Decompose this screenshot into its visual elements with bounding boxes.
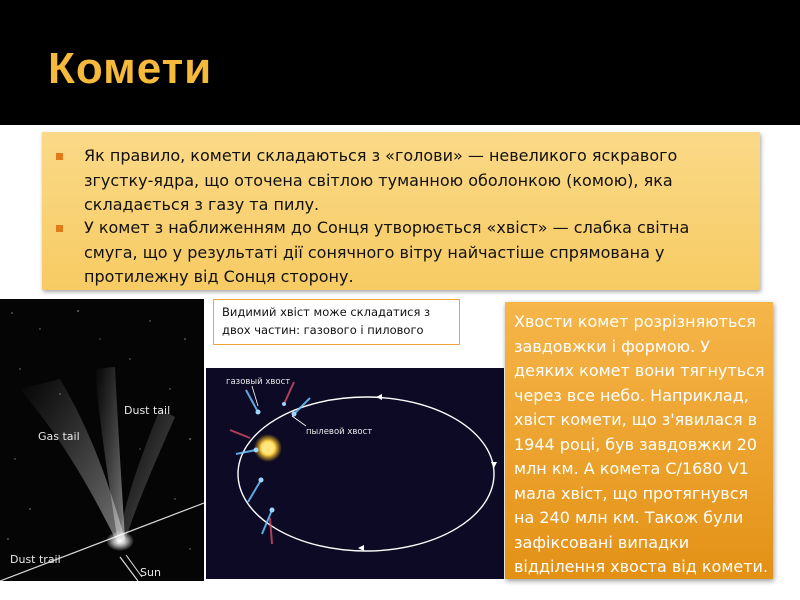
dust-trail-label: Dust trail <box>10 553 61 566</box>
slide-title: Комети <box>48 44 213 93</box>
sun-label: Sun <box>140 566 161 579</box>
bullet-box <box>42 132 760 290</box>
caption-box: Видимий хвіст може складатися з двох частин: газового і пилового <box>213 299 460 345</box>
gas-tail-label: Gas tail <box>38 430 80 443</box>
bullet-square-icon <box>56 153 63 160</box>
orbit-diagram <box>206 368 504 579</box>
title-band <box>0 0 800 125</box>
dust-tail-label: пылевой хвост <box>306 427 373 437</box>
comet-photo-image <box>0 299 204 581</box>
bullet-square-icon <box>56 225 63 232</box>
comet-tails-info-text: Хвости комет розрізняються завдовжки і формою. У деяких комет вони тягнуться через все небо. Наприклад, хвіст комети, що з'явилася в 1944 році, був завдовжки 20 млн км. А комета C/1680 V1 мала хвіст, що протягнувся на 240 млн км. Також були зафіксовані випадки відділення хвоста від комети. <box>514 312 769 576</box>
comet-photo <box>0 299 204 581</box>
orbit-diagram-image <box>206 368 504 579</box>
comet-tails-info-box <box>505 302 773 579</box>
gas-tail-label: газовый хвост <box>226 377 291 387</box>
dust-tail-label: Dust tail <box>124 404 171 417</box>
bullet-text: У комет з наближенням до Сонця утворюється «хвіст» — слабка світна смуга, що у результаті дії сонячного вітру найчастіше спрямована у протилежну від Сонця сторону. <box>84 218 690 286</box>
bullet-item <box>56 216 746 290</box>
bullet-item <box>56 144 746 218</box>
bullet-text: Як правило, комети складаються з «голови» — невеликого яскравого згустку-ядра, що оточена світлою туманною оболонкою (комою), яка складається з газу та пилу. <box>84 146 678 214</box>
